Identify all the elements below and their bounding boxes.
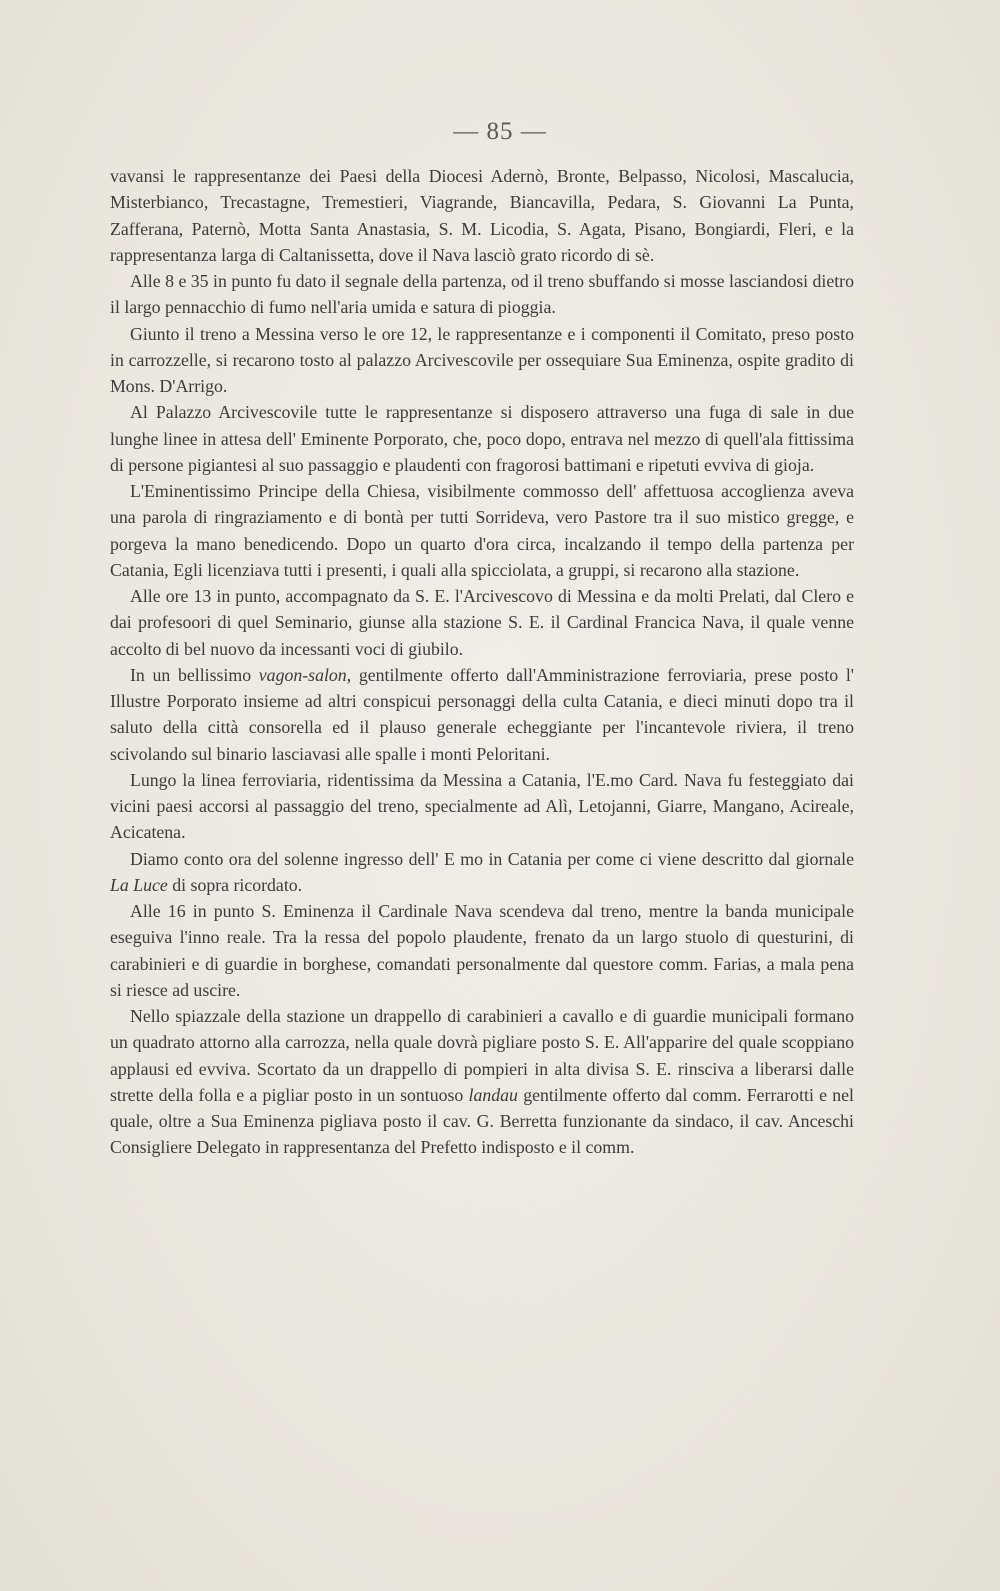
text-run: di sopra ricordato. (167, 874, 303, 895)
page-number: — 85 — (453, 118, 547, 145)
paragraph: L'Eminentissimo Principe della Chiesa, visibilmente commosso dell' affettuosa accoglienza aveva una parola di ringraziamento e di bontà per tutti Sorrideva, vero Pastore tra il suo mistico gregge, e porgeva la mano benedicendo. Dopo un quarto d'ora circa, incalzando il tempo della partenza per Catania, Egli licenziava tutti i presenti, i quali alla spicciolata, a gruppi, si recarono alla stazione. (110, 481, 854, 580)
paragraph (110, 1003, 854, 1161)
paragraph (110, 662, 854, 767)
paragraph (110, 846, 854, 899)
italic-title: La Luce (110, 874, 168, 895)
paragraph: Alle ore 13 in punto, accompagnato da S. E. l'Arcivescovo di Messina e da molti Prelati, dal Clero e dai profesoori di quel Seminario, giunse alla stazione S. E. il Cardinal Francica Nava, il quale venne accolto di bel nuovo da incessanti voci di giubilo. (110, 586, 854, 659)
paragraph: Giunto il treno a Messina verso le ore 12, le rappresentanze e i componenti il Comitato, preso posto in carrozzelle, si recarono tosto al palazzo Arcivescovile per ossequiare Sua Eminenza, ospite gradito di Mons. D'Arrigo. (110, 323, 854, 396)
text-run: gentilmente offerto dal comm. Ferrarotti e nel quale, oltre a Sua Eminenza pigliava posto il cav. G. Berretta funzionante da sindaco, il cav. Anceschi Consigliere Delegato in rappresentanza del Prefetto indisposto e il comm. (110, 1084, 854, 1158)
paragraph: Al Palazzo Arcivescovile tutte le rappresentanze si disposero attraverso una fuga di sale in due lunghe linee in attesa dell' Eminente Porporato, che, poco dopo, entrava nel mezzo di quell'ala fittissima di persone pigiantesi al suo passaggio e plaudenti con fragorosi battimani e ripetuti evviva di gioja. (110, 402, 854, 475)
italic-title: vagon-salon (258, 664, 347, 685)
paragraph: Lungo la linea ferroviaria, ridentissima da Messina a Catania, l'E.mo Card. Nava fu festeggiato dai vicini paesi accorsi al passaggio del treno, specialmente ad Alì, Letojanni, Giarre, Mangano, Acireale, Acicatena. (110, 769, 854, 843)
text-run: In un bellissimo (130, 664, 259, 685)
text-run: Diamo conto ora del solenne ingresso dell' E mo in Catania per come ci viene descritto dal giornale (130, 848, 854, 869)
paragraph: Alle 16 in punto S. Eminenza il Cardinale Nava scendeva dal treno, mentre la banda municipale eseguiva l'inno reale. Tra la ressa del popolo plaudente, frenato da un largo stuolo di questurini, di carabinieri e di guardie in borghese, comandati personalmente dal questore comm. Farias, a mala pena si riesce ad uscire. (110, 901, 854, 1000)
italic-title: landau (468, 1084, 518, 1105)
paragraph: vavansi le rappresentanze dei Paesi della Diocesi Adernò, Bronte, Belpasso, Nicolosi, Mascalucia, Misterbianco, Trecastagne, Tremestieri, Viagrande, Biancavilla, Pedara, S. Giovanni La Punta, Zafferana, Paternò, Motta Santa Anastasia, S. M. Licodia, S. Agata, Pisano, Bongiardi, Fleri, e la rappresentanza larga di Caltanissetta, dove il Nava lasciò grato ricordo di sè. (110, 166, 854, 265)
body-text (110, 163, 854, 1161)
paragraph: Alle 8 e 35 in punto fu dato il segnale della partenza, od il treno sbuffando si mosse lasciandosi dietro il largo pennacchio di fumo nell'aria umida e satura di pioggia. (110, 271, 854, 318)
text-run: , gentilmente offerto dall'Amministrazione ferroviaria, prese posto l' Illustre Porporato insieme ad altri conspicui personaggi della culta Catania, e dieci minuti dopo tra il saluto della città consorella ed il plauso generale echeggiante per l'incantevole riviera, il treno scivolando sul binario lasciavasi alle spalle i monti Peloritani. (110, 664, 854, 764)
text-run: Nello spiazzale della stazione un drappello di carabinieri a cavallo e di guardie municipali formano un quadrato attorno alla carrozza, nella quale dovrà pigliare posto S. E. All'apparire del quale scoppiano applausi ed evviva. Scortato da un drappello di pompieri in alta divisa S. E. rinsciva a liberarsi dalle strette della folla e a pigliar posto in un sontuoso (110, 1006, 854, 1105)
